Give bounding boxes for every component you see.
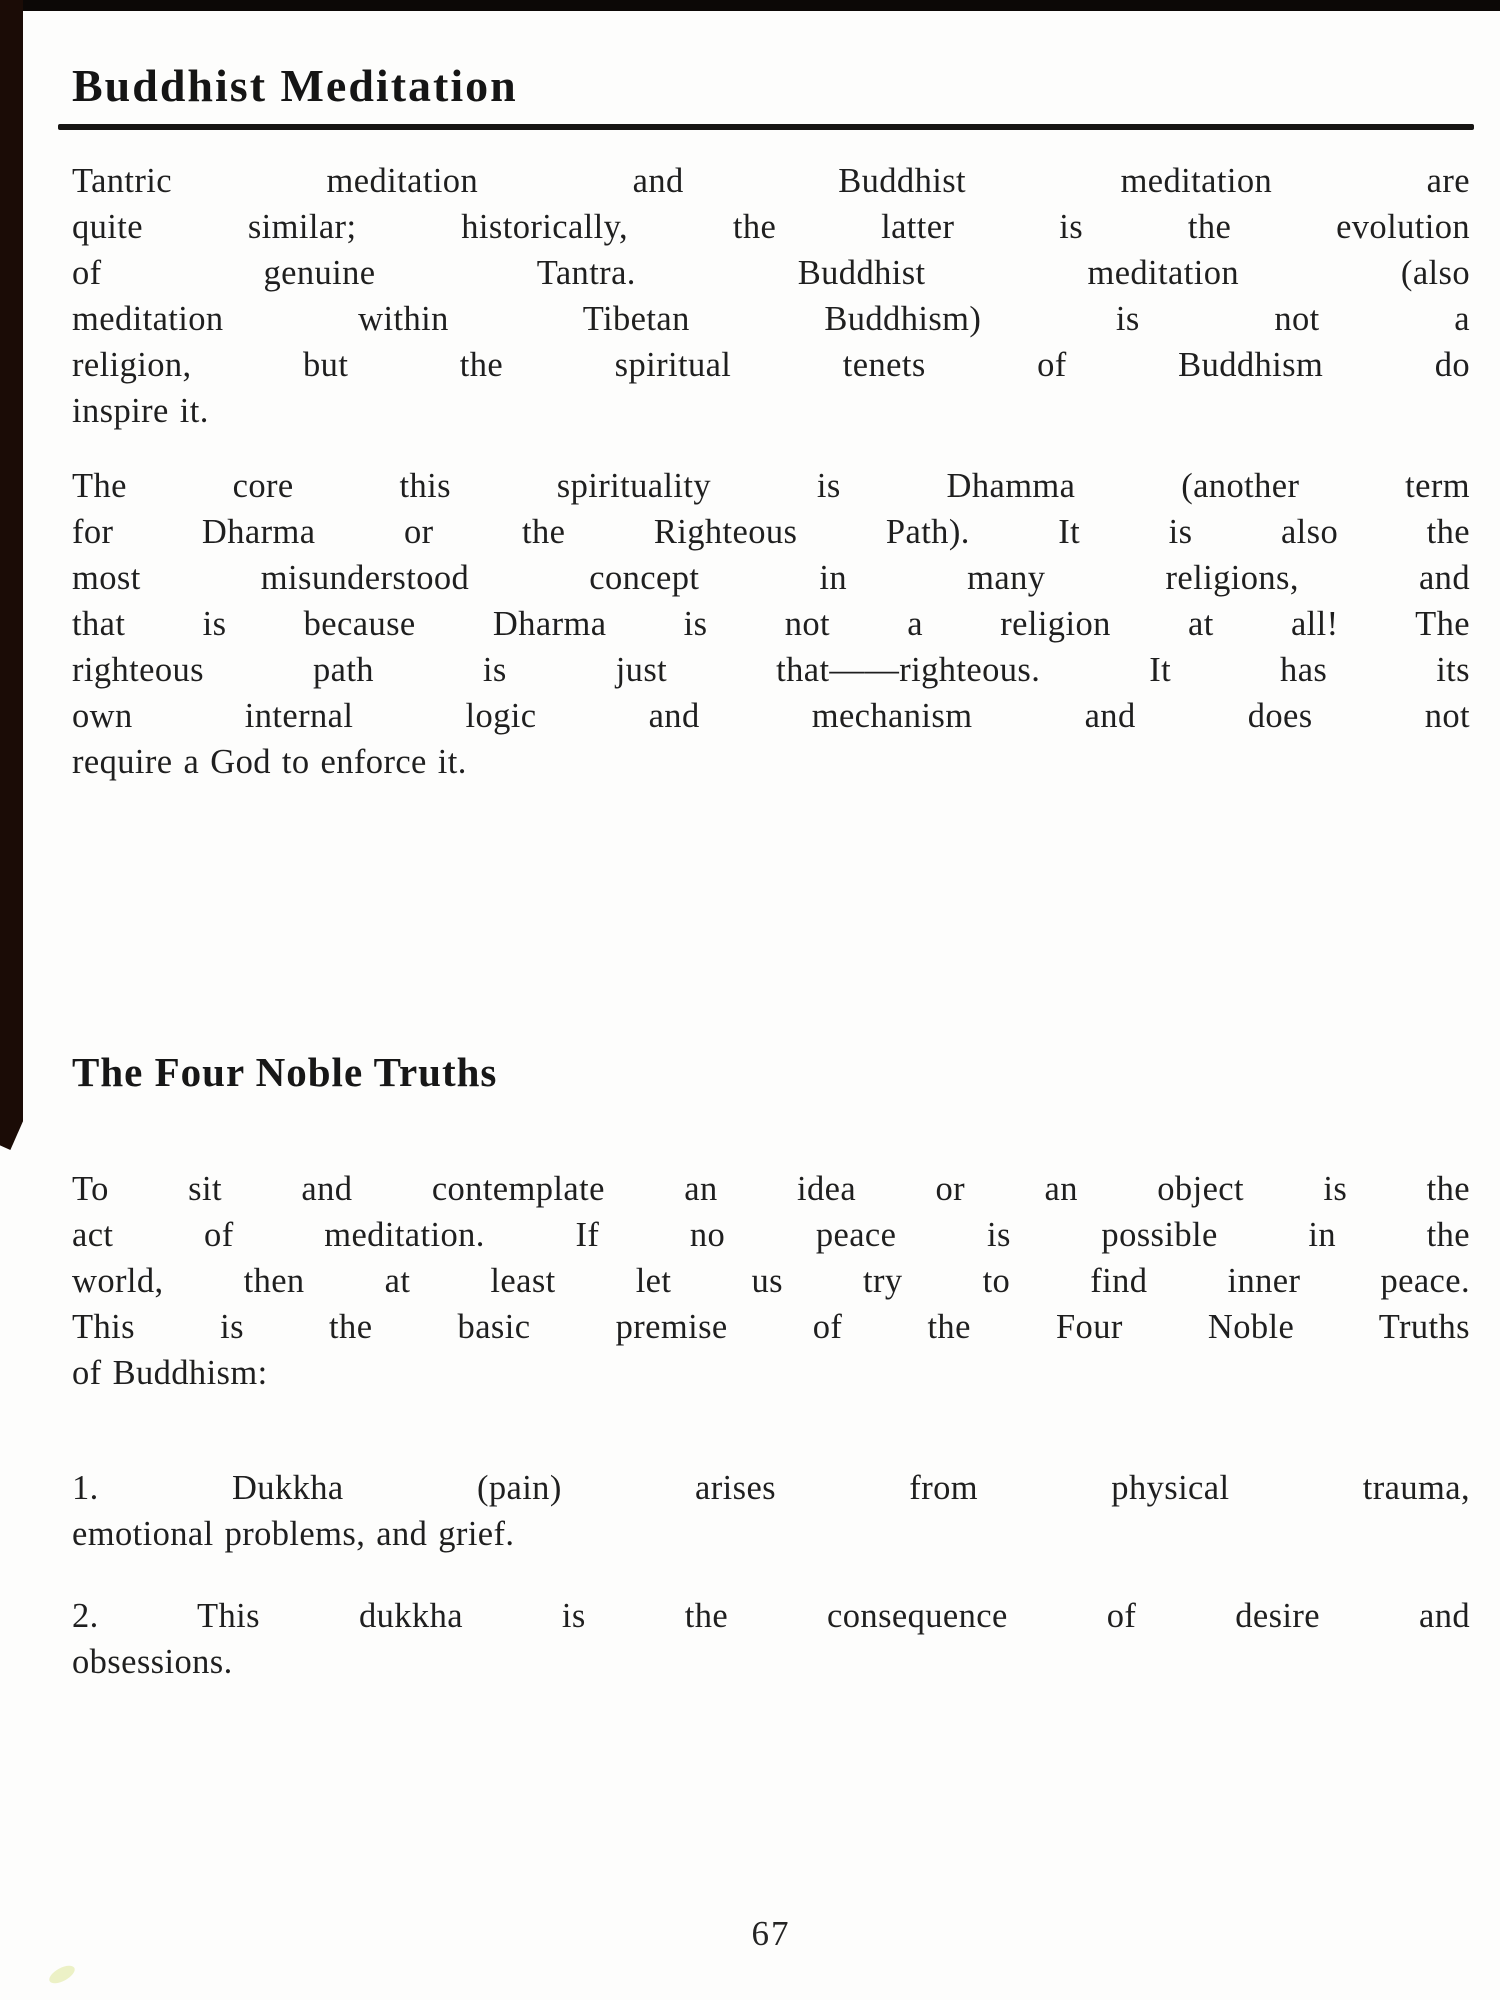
text-line: for Dharma or the Righteous Path). It is also the (72, 513, 1470, 551)
paragraph-intro (72, 158, 1470, 434)
text-line: that is because Dharma is not a religion at all! The (72, 605, 1470, 643)
text-line: quite similar; historically, the latter is the evolution (72, 208, 1470, 246)
scan-artifact-speck (47, 1962, 78, 1987)
text-line: own internal logic and mechanism and does not (72, 697, 1470, 735)
title-underline-rule (58, 124, 1474, 130)
text-line: righteous path is just that——righteous. It has its (72, 651, 1470, 689)
page-title: Buddhist Meditation (72, 60, 518, 111)
text-line: obsessions. (72, 1643, 233, 1681)
paragraph-four-noble-truths-intro (72, 1166, 1470, 1396)
text-line: world, then at least let us try to find inner peace. (72, 1262, 1470, 1300)
text-line: The core this spirituality is Dhamma (another term (72, 467, 1470, 505)
text-line: require a God to enforce it. (72, 743, 467, 781)
text-line: meditation within Tibetan Buddhism) is not a (72, 300, 1470, 338)
text-line: inspire it. (72, 392, 209, 430)
list-item-dukkha-1 (72, 1465, 1470, 1557)
text-line: emotional problems, and grief. (72, 1515, 515, 1553)
text-line: This is the basic premise of the Four Noble Truths (72, 1308, 1470, 1346)
paragraph-dhamma (72, 463, 1470, 785)
text-line: most misunderstood concept in many religions, and (72, 559, 1470, 597)
text-line: religion, but the spiritual tenets of Buddhism do (72, 346, 1470, 384)
text-line: act of meditation. If no peace is possible in the (72, 1216, 1470, 1254)
section-heading-four-noble-truths: The Four Noble Truths (72, 1049, 498, 1095)
text-line: 1. Dukkha (pain) arises from physical trauma, (72, 1469, 1470, 1507)
text-line: of Buddhism: (72, 1354, 268, 1392)
text-line: 2. This dukkha is the consequence of desire and (72, 1597, 1470, 1635)
scan-artifact-top-edge (0, 0, 1500, 11)
scan-artifact-left-edge (0, 0, 23, 1150)
text-line: Tantric meditation and Buddhist meditation are (72, 162, 1470, 200)
list-item-dukkha-2 (72, 1593, 1470, 1685)
page-content (72, 0, 1470, 1685)
page-number: 67 (751, 1914, 791, 1953)
text-line: of genuine Tantra. Buddhist meditation (also (72, 254, 1470, 292)
text-line: To sit and contemplate an idea or an object is the (72, 1170, 1470, 1208)
